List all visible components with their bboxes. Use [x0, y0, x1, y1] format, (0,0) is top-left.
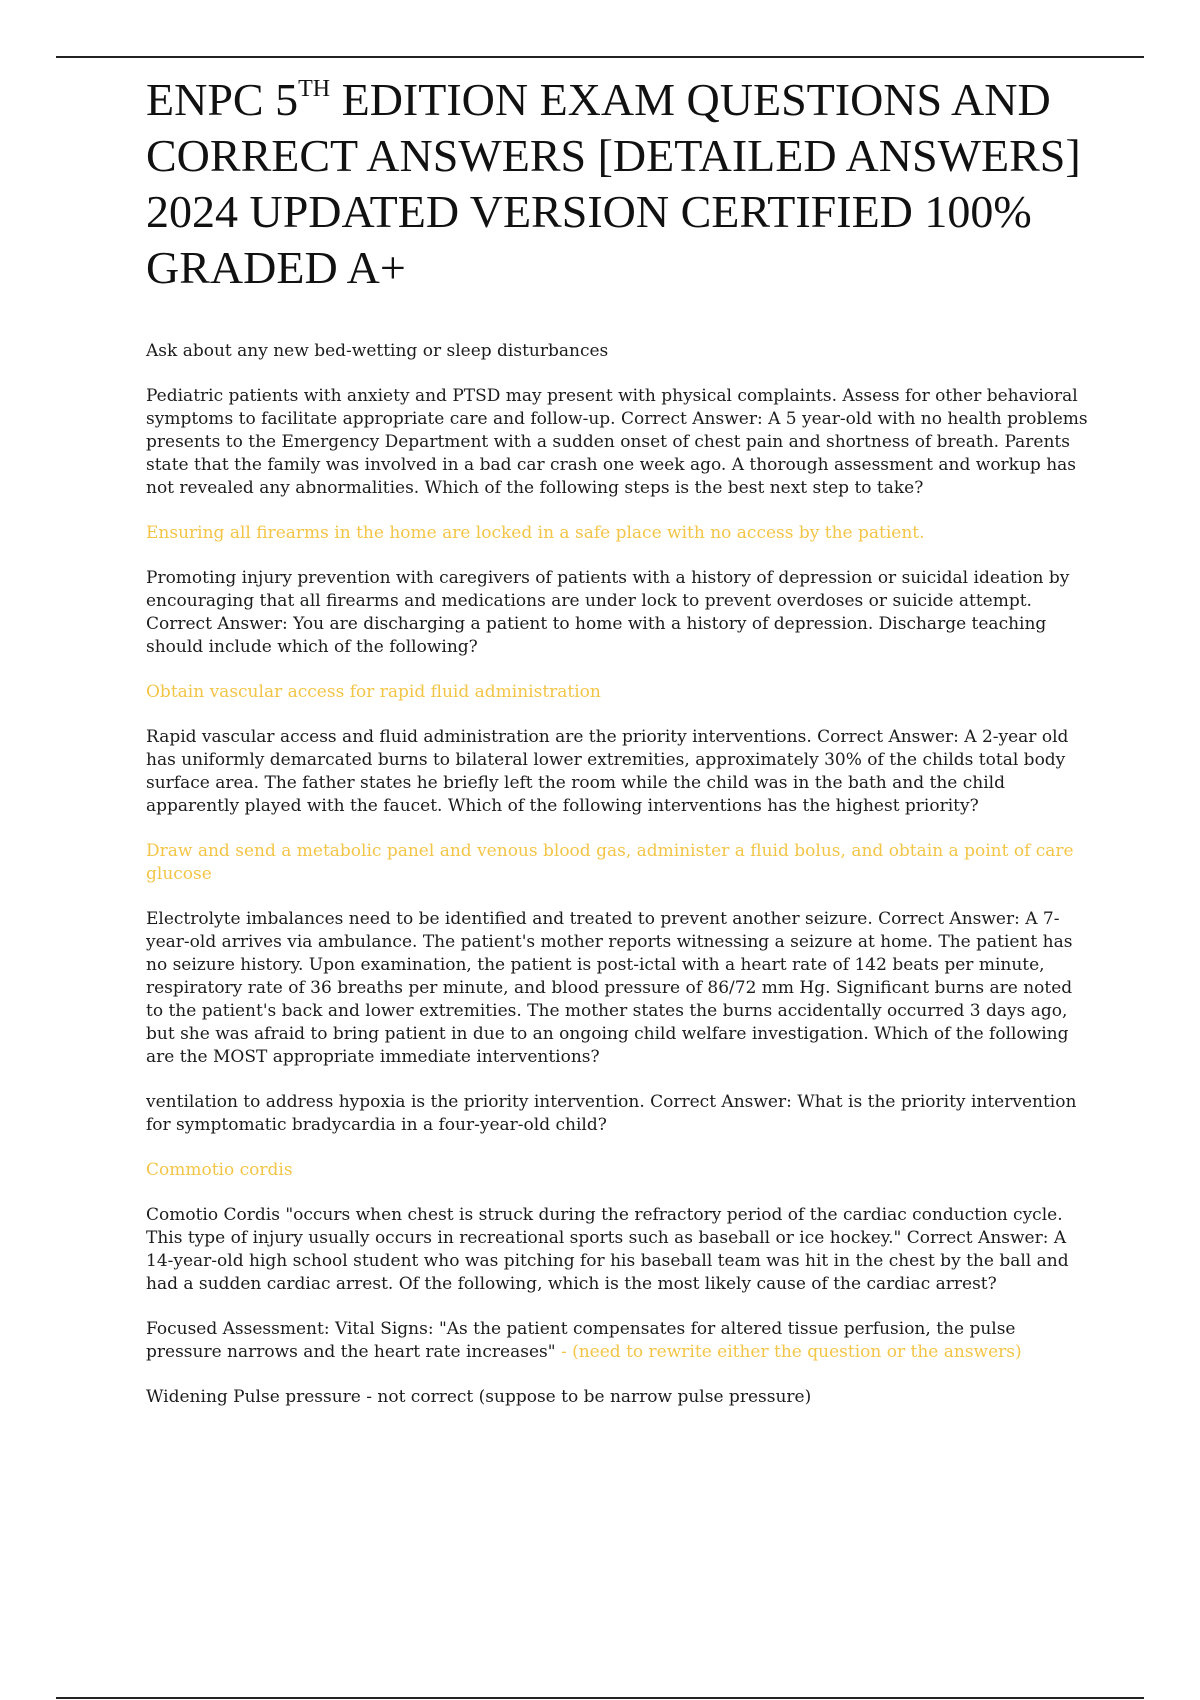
- paragraph: Widening Pulse pressure - not correct (suppose to be narrow pulse pressure): [146, 1387, 812, 1407]
- highlighted-answer: Obtain vascular access for rapid fluid administration: [146, 682, 601, 702]
- paragraph-text: Focused Assessment: Vital Signs: "As the patient compensates for altered tissue perfusion, the pulse pressure narrows and the heart rate increases": [146, 1319, 1016, 1362]
- highlighted-answer: Ensuring all firearms in the home are locked in a safe place with no access by the patient.: [146, 523, 925, 543]
- paragraph: Comotio Cordis "occurs when chest is struck during the refractory period of the cardiac conduction cycle. This type of injury usually occurs in recreational sports such as baseball or ice hockey." Correct Answer: A 14-year-old high school student who was pitching for his baseball team was hit in the chest by the ball and had a sudden cardiac arrest. Of the following, which is the most likely cause of the cardiac arrest?: [146, 1205, 1069, 1294]
- paragraph: Pediatric patients with anxiety and PTSD may present with physical complaints. Assess for other behavioral symptoms to facilitate appropriate care and follow-up. Correct Answer: A 5 year-old with no health problems presents to the Emergency Department with a sudden onset of chest pain and shortness of breath. Parents state that the family was involved in a bad car crash one week ago. A thorough assessment and workup has not revealed any abnormalities. Which of the following steps is the best next step to take?: [146, 386, 1088, 498]
- paragraph: [146, 1318, 1088, 1364]
- bottom-rule: [56, 1697, 1144, 1699]
- paragraph: Rapid vascular access and fluid administration are the priority interventions. Correct Answer: A 2-year old has uniformly demarcated burns to bilateral lower extremities, approximately 30% of the childs total body surface area. The father states he briefly left the room while the child was in the bath and the child apparently played with the faucet. Which of the following interventions has the highest priority?: [146, 727, 1069, 816]
- highlighted-answer: Draw and send a metabolic panel and venous blood gas, administer a fluid bolus, and obtain a point of care glucose: [146, 841, 1074, 884]
- paragraph: Electrolyte imbalances need to be identified and treated to prevent another seizure. Correct Answer: A 7-year-old arrives via ambulance. The patient's mother reports witnessing a seizure at home. The patient has no seizure history. Upon examination, the patient is post-ictal with a heart rate of 142 beats per minute, respiratory rate of 36 breaths per minute, and blood pressure of 86/72 mm Hg. Significant burns are noted to the patient's back and lower extremities. The mother states the burns accidentally occurred 3 days ago, but she was afraid to bring patient in due to an ongoing child welfare investigation. Which of the following are the MOST appropriate immediate interventions?: [146, 909, 1073, 1067]
- title-superscript: TH: [298, 76, 331, 102]
- title-part2: EDITION EXAM QUESTIONS AND CORRECT ANSWERS [DETAILED ANSWERS] 2024 UPDATED VERSION CERTIFIED 100% GRADED A+: [146, 74, 1081, 293]
- document-title: [146, 72, 1106, 296]
- paragraph: ventilation to address hypoxia is the priority intervention. Correct Answer: What is the priority intervention for symptomatic bradycardia in a four-year-old child?: [146, 1092, 1077, 1135]
- paragraph: Promoting injury prevention with caregivers of patients with a history of depression or suicidal ideation by encouraging that all firearms and medications are under lock to prevent overdoses or suicide attempt. Correct Answer: You are discharging a patient to home with a history of depression. Discharge teaching should include which of the following?: [146, 568, 1070, 657]
- paragraph: Ask about any new bed-wetting or sleep disturbances: [146, 341, 609, 361]
- document-body: [146, 340, 1088, 1431]
- top-rule: [56, 56, 1144, 58]
- title-part1: ENPC 5: [146, 74, 299, 125]
- highlighted-note: - (need to rewrite either the question or the answers): [555, 1342, 1022, 1362]
- highlighted-answer: Commotio cordis: [146, 1160, 293, 1180]
